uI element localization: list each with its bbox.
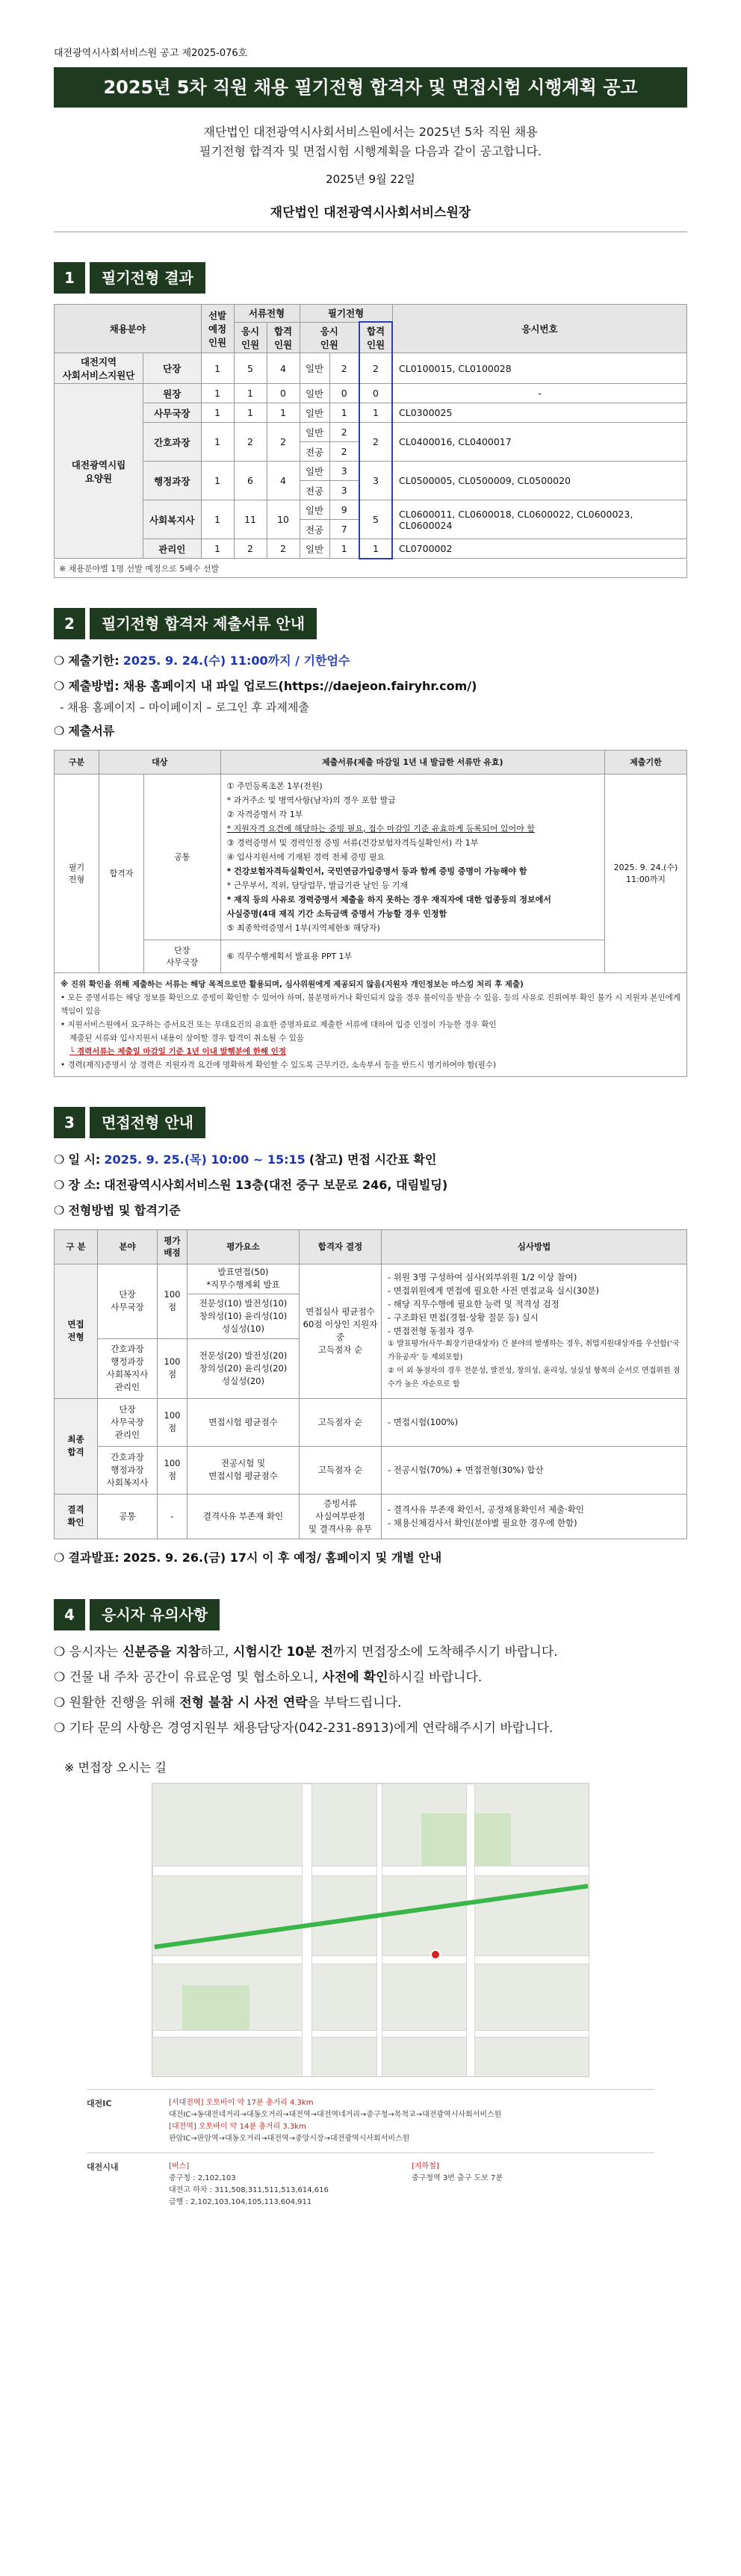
table-row: 사회복지사 1 11 10 일반 9 5 CL0600011, CL0600018, CL0600022, CL0600023, CL0600024 <box>55 500 687 520</box>
docs-table: 구분 대상 제출서류(제출 마감일 1년 내 발급한 서류만 유효) 제출기한 필기 전형 합격자 공통 ① 주민등록초본 1부(전원) * 과거주소 및 병역사항(남자)의 경우 포함 발급 ② 자격증명서 각 1부 * 지원자격 요건에 해당하는 증빙 필요, 접수 마감일 기준 유효하게 등록되어 있어야 함 ③ 경력증명서 및 경력인정 증빙 서류(건강보험자격득실확인서) 각 1부 ④ 입사지원서에 기재된 경력 전체 증빙 필요 * 건강보험자격득실확인서, 국민연금가입증명서 등과 함께 증빙 증명이 가능해야 함 * 근무부서, 직위, 담당업무, 발급기관 날인 등 기재 * 재직 등의 사유로 경력증명서 제출을 하지 못하는 경우 재직자에 대한 업종등의 정보에서 사실증명(4대 재직 기간 소득금액 증명서 가능할 경우 인정함 ⑤ 최종학력증명서 1부(지역제한⑤ 해당자) 2025. 9. 24.(수) 11:00까지 단장 사무국장 ⑥ 직무수행계획서 발표용 PPT 1부 <box>54 750 687 973</box>
circle-bullet-icon: ❍ <box>54 1695 69 1710</box>
section-title: 필기전형 합격자 제출서류 안내 <box>90 608 317 639</box>
list-item: ❍ 기타 문의 사항은 경영지원부 채용담당자(042-231-8913)에게 연락해주시기 바랍니다. <box>54 1720 554 1736</box>
section-2-header <box>54 608 687 639</box>
map-road <box>152 1955 589 1964</box>
written-result-table <box>54 304 687 559</box>
th-planned: 선발 예정 인원 <box>201 305 234 353</box>
section-title: 응시자 유의사항 <box>90 1599 220 1630</box>
circle-bullet-icon: ❍ <box>54 678 69 693</box>
map-road <box>302 1784 312 2077</box>
th-written-stage: 필기전형 <box>300 305 392 323</box>
method-line: ❍ 제출방법: 채용 홈페이지 내 파일 업로드(https://daejeon.fairyhr.com/) <box>54 678 477 693</box>
th-field: 채용분야 <box>55 305 202 353</box>
th-exam-no: 응시번호 <box>392 305 686 353</box>
interview-table: 구 분 분야 평가 배점 평가요소 합격자 결정 심사방법 면접 전형 단장 사무국장 100점 발표면접(50) *직무수행계획 발표 면접심사 평균점수 60점 이상인 지원자 중 고득점자 순 - 위원 3명 구성하여 심사(외부위원 1/2 이상 참여) - 면접위원에게 면접에 필요한 사전 면접교육 실시(30분) - 해당 직무수행에 필요한 능력 및 적격성 검정 - 구조화된 면접(경험·상황 질문 등) 실시 - 면접전형 동점자 경우 ① 발표평가(사무·회장기관대상자) 간 분야의 발생하는 경우, 취업지원대상자를 우선함(‘국가유공자’ 등 제외포함) ② 이 외 동점자의 경우 전문성, 발전성, 창의성, 윤리성, 성실성 항목의 순서로 면접위원 점수가 높은 자순으로 함 전문성(10) 발전성(10) 창의성(10) 윤리성(10) 성실성(10) 간호과장 행정과장 사회복지사 관리인 100점 전문성(20) 발전성(20) 창의성(20) 윤리성(20) 성실성(20) 최종 합격 단장 사무국장 관리인 100점 면접시험 평균점수 고득점자 순 - 면접시험(100%) 간호과장 행정과장 사회복지사 100점 전공시험 및 면접시험 평균점수 고득점자 순 - 전공시험(70%) + 면접전형(30%) 합산 결격 확인 공통 - 결격사유 부존재 확인 증빙서류 사실여부판정 및 결격사유 유무 - 결격사유 부존재 확인서, 공정채용확인서 제출·확인 - 채용신체검사서 확인(분야별 필요한 경우에 한함) <box>54 1229 687 1539</box>
interview-method-line: ❍ 전형방법 및 합격기준 <box>54 1202 181 1217</box>
docs-notes: ※ 진위 확인을 위해 제출하는 서류는 해당 목적으로만 활용되며, 심사위원에게 제공되지 않음(지원자 개인정보는 마스킹 처리 후 제출) • 모든 증명서류는 해당 정보를 확인으로 증빙이 확인할 수 있어야 하며, 불분명하거나 확인되지 않을 경우 불이익을 받을 수 있음. 등의 사유로 진위여부 확인 불가 시 지원자 본인에게 책임이 있음 • 지원서비스원에서 요구하는 증서요건 또는 무대요건의 유효한 증명자료로 제출한 서류에 대하여 입증 인정이 가능한 경우 확인 제출된 서류와 입사지원서 내용이 상이할 경우 합격이 취소될 수 있음 └ 경력서류는 제출일 마감일 기준 1년 이내 발행분에 한해 인정 • 경력(재직)증명서 상 경력은 지원자격 요건에 명확하게 확인할 수 있도록 근무기간, 소속부서 등을 반드시 명기하여야 함(필수) <box>54 973 687 1077</box>
list-item: ❍ 원활한 진행을 위해 전형 불참 시 사전 연락을 부탁드립니다. <box>54 1695 402 1710</box>
method-sub: - 채용 홈페이지 – 마이페이지 – 로그인 후 과제제출 <box>60 700 309 714</box>
transit-info: 대전IC [서대전역] 오토바이 약 17분 총거리 4.3km 대전IC→동대전네거리→대동오거리→대전역→대전역네거리→중구청→목척교→대전광역시사회서비스원 [대전역] 오토바이 약 14분 총거리 3.3km 판암IC→판암역→대동오거리→대전역→중앙시장→대전광역시사회서비스원 대전시내 [버스] 중구청 : 2,102,103 대전고 하차 : 311,508,311,511,513,614,616 급행 : 2,102,103,104,105,113,604,911 [지하철] 중구청역 3번 출구 도보 7분 <box>87 2089 654 2216</box>
announce-line: ❍ 결과발표: 2025. 9. 26.(금) 17시 이 후 예정/ 홈페이지 및 개별 안내 <box>54 1550 442 1565</box>
th-doc-stage: 서류전형 <box>234 305 300 323</box>
caution-list <box>54 1639 687 1741</box>
section-number: 2 <box>54 608 85 639</box>
th-doc-passers: 합격 인원 <box>267 322 300 353</box>
intro-text <box>54 122 687 161</box>
section-number: 4 <box>54 1599 85 1630</box>
issuer: 재단법인 대전광역시사회서비스원장 <box>270 205 471 220</box>
section-number: 1 <box>54 262 85 294</box>
map-road <box>152 2030 589 2037</box>
map-road <box>466 1784 475 2077</box>
notice-date: 2025년 9월 22일 <box>326 173 415 186</box>
th-doc-applicants: 응시 인원 <box>234 322 267 353</box>
section-4-header <box>54 1599 687 1630</box>
section-3-header <box>54 1107 687 1138</box>
interview-method-list: - 위원 3명 구성하여 심사(외부위원 1/2 이상 참여) - 면접위원에게 면접에 필요한 사전 면접교육 실시(30분) - 해당 직무수행에 필요한 능력 및 적격성 검정 - 구조화된 면접(경험·상황 질문 등) 실시 - 면접전형 동점자 경우 ① 발표평가(사무·회장기관대상자) 간 분야의 발생하는 경우, 취업지원대상자를 우선함(‘국가유공자’ 등 제외포함) ② 이 외 동점자의 경우 전문성, 발전성, 창의성, 윤리성, 성실성 항목의 순서로 면접위원 점수가 높은 자순으로 함 <box>382 1264 687 1398</box>
table-row: 전공 2 <box>55 442 687 462</box>
subway-line <box>154 1884 588 1949</box>
circle-bullet-icon: ❍ <box>54 1152 69 1167</box>
location-map[interactable] <box>152 1783 589 2077</box>
deadline-value: 2025. 9. 24.(수) 11:00까지 / 기한엄수 <box>123 653 350 668</box>
th-w-applicants: 응시 인원 <box>300 322 359 353</box>
map-title: ※ 면접장 오시는 길 <box>64 1760 167 1775</box>
docs-line: ❍ 제출서류 <box>54 723 115 738</box>
location-pin-icon <box>430 1949 441 1960</box>
circle-bullet-icon: ❍ <box>54 653 69 668</box>
circle-bullet-icon: ❍ <box>54 1202 69 1217</box>
document-number: 대전광역시사회서비스원 공고 제2025-076호 <box>54 48 248 59</box>
circle-bullet-icon: ❍ <box>54 1550 69 1565</box>
th-w-passers: 합격 인원 <box>359 322 392 353</box>
interview-place-line: ❍ 장 소: 대전광역시사회서비스원 13층(대전 중구 보문로 246, 대림빌딩) <box>54 1177 448 1192</box>
table-row: 전공 3 <box>55 481 687 500</box>
table-row: 사무국장 1 1 1 일반 1 1 CL0300025 <box>55 403 687 423</box>
circle-bullet-icon: ❍ <box>54 723 69 738</box>
map-road <box>152 1866 589 1876</box>
circle-bullet-icon: ❍ <box>54 1177 69 1192</box>
circle-bullet-icon: ❍ <box>54 1720 69 1736</box>
table-note: ※ 채용분야별 1명 선발 예정으로 5배수 선발 <box>54 559 687 578</box>
table-row: 간호과장 1 2 2 일반 2 2 CL0400016, CL0400017 <box>55 423 687 442</box>
section-title: 필기전형 결과 <box>90 262 205 294</box>
table-row: 대전지역 사회서비스지원단 단장 1 5 4 일반 2 2 CL0100015, CL0100028 <box>55 353 687 384</box>
intro-line-1: 재단법인 대전광역시사회서비스원에서는 2025년 5차 직원 채용 <box>203 125 538 139</box>
table-row: 관리인 1 2 2 일반 1 1 CL0700002 <box>55 539 687 559</box>
table-row: 전공 7 <box>55 520 687 539</box>
interview-date-line: ❍ 일 시: 2025. 9. 25.(목) 10:00 ~ 15:15 (참고) 면접 시간표 확인 <box>54 1152 437 1167</box>
circle-bullet-icon: ❍ <box>54 1669 69 1685</box>
list-item: ❍ 건물 내 주차 공간이 유료운영 및 협소하오니, 사전에 확인하시길 바랍니다. <box>54 1669 483 1685</box>
notice-title: 2025년 5차 직원 채용 필기전형 합격자 및 면접시험 시행계획 공고 <box>54 67 687 108</box>
circle-bullet-icon: ❍ <box>54 1644 69 1660</box>
section-number: 3 <box>54 1107 85 1138</box>
table-row: 대전광역시립 요양원 원장 1 1 0 일반 0 0 - <box>55 384 687 403</box>
list-item: ❍ 응시자는 신분증을 지참하고, 시험시간 10분 전까지 면접장소에 도착해주시기 바랍니다. <box>54 1644 558 1660</box>
section-1-header <box>54 262 687 294</box>
method-value: 채용 홈페이지 내 파일 업로드(https://daejeon.fairyhr.com/) <box>123 678 477 693</box>
table-row: 행정과장 1 6 4 일반 3 3 CL0500005, CL0500009, CL0500020 <box>55 462 687 481</box>
section-title: 면접전형 안내 <box>90 1107 205 1138</box>
deadline-line: ❍ 제출기한: 2025. 9. 24.(수) 11:00까지 / 기한엄수 <box>54 653 350 668</box>
map-road <box>376 1784 382 2077</box>
intro-line-2: 필기전형 합격자 및 면접시험 시행계획을 다음과 같이 공고합니다. <box>199 144 542 158</box>
common-docs-list: ① 주민등록초본 1부(전원) * 과거주소 및 병역사항(남자)의 경우 포함 발급 ② 자격증명서 각 1부 * 지원자격 요건에 해당하는 증빙 필요, 접수 마감일 기준 유효하게 등록되어 있어야 함 ③ 경력증명서 및 경력인정 증빙 서류(건강보험자격득실확인서) 각 1부 ④ 입사지원서에 기재된 경력 전체 증빙 필요 * 건강보험자격득실확인서, 국민연금가입증명서 등과 함께 증빙 증명이 가능해야 함 * 근무부서, 직위, 담당업무, 발급기관 날인 등 기재 * 재직 등의 사유로 경력증명서 제출을 하지 못하는 경우 재직자에 대한 업종등의 정보에서 사실증명(4대 재직 기간 소득금액 증명서 가능할 경우 인정함 ⑤ 최종학력증명서 1부(지역제한⑤ 해당자) <box>220 774 604 940</box>
